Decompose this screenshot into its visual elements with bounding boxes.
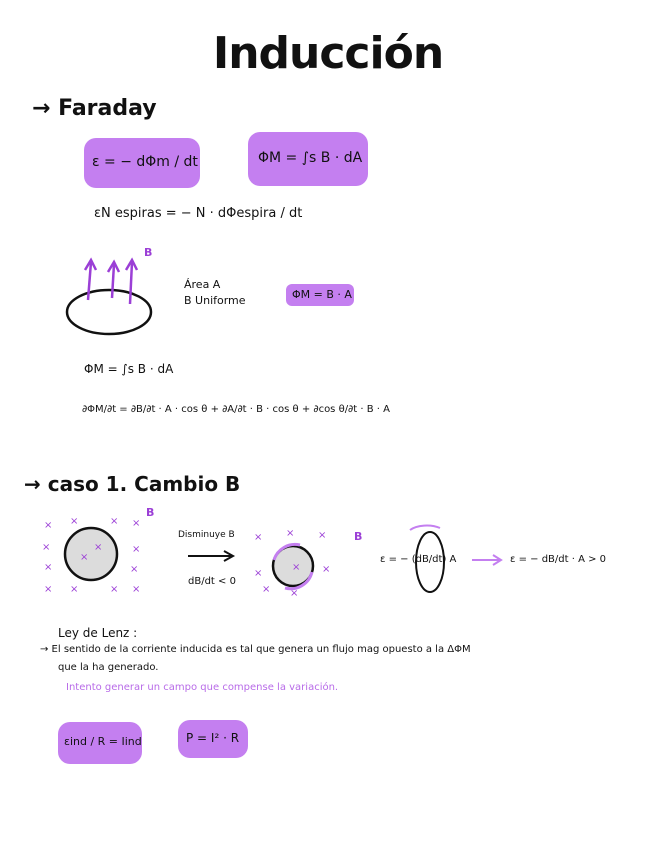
svg-text:×: × (318, 530, 327, 541)
diagram-b-label: B (144, 246, 153, 259)
formula-box-induced-current (58, 722, 142, 764)
emf-expression-1: ε = − (dB/dt) A (380, 554, 457, 565)
svg-text:×: × (132, 518, 141, 529)
region-circle-1 (65, 528, 117, 580)
caso1-b-label-2: B (354, 530, 363, 543)
b-uniform-label: B Uniforme (184, 294, 246, 307)
svg-text:×: × (262, 584, 271, 595)
caso1-b-label: B (146, 506, 155, 519)
page-title: Inducción (212, 28, 444, 79)
svg-text:×: × (44, 584, 53, 595)
svg-text:×: × (286, 528, 295, 539)
formula-flux-simple: ΦM = B · A (292, 288, 352, 301)
svg-text:×: × (130, 564, 139, 575)
faraday-heading: → Faraday (32, 96, 157, 121)
formula-flux: ΦM = ∫s B · dA (258, 150, 363, 166)
svg-text:×: × (110, 584, 119, 595)
arrow-label: Disminuye B (178, 530, 235, 540)
field-arrows (85, 260, 137, 304)
svg-text:×: × (290, 588, 299, 599)
loop-ellipse (67, 290, 151, 334)
emf-curl-arrow (410, 525, 440, 530)
svg-text:×: × (80, 552, 89, 563)
formula-derivative: ∂ΦM/∂t = ∂B/∂t · A · cos θ + ∂A/∂t · B · cos θ + ∂cos θ/∂t · B · A (82, 404, 390, 415)
emf-expression-2: ε = − dB/dt · A > 0 (510, 554, 607, 565)
lenz-text-line2: que la ha generado. (58, 662, 159, 673)
formula-induced-current: εind / R = Iind (64, 735, 142, 748)
area-label: Área A (184, 278, 221, 291)
svg-text:×: × (254, 568, 263, 579)
svg-text:×: × (132, 584, 141, 595)
svg-text:×: × (94, 542, 103, 553)
svg-text:×: × (110, 516, 119, 527)
lenz-heading: Ley de Lenz : (58, 626, 138, 640)
db-dt-label: dB/dt < 0 (188, 576, 236, 587)
svg-text:×: × (254, 532, 263, 543)
formula-power: P = I² · R (186, 731, 240, 745)
svg-text:×: × (44, 520, 53, 531)
formula-n-espiras: εN espiras = − N · dΦespira / dt (94, 206, 303, 221)
svg-text:×: × (42, 542, 51, 553)
caso1-heading: → caso 1. Cambio B (24, 472, 241, 496)
x-marks-2 (254, 528, 330, 599)
formula-box-flux-simple (286, 284, 354, 306)
svg-text:×: × (70, 584, 79, 595)
lenz-text-line1: → El sentido de la corriente inducida es tal que genera un flujo mag opuesto a la ΔΦM (40, 644, 471, 655)
formula-box-power (178, 720, 248, 758)
svg-text:×: × (322, 564, 331, 575)
svg-text:×: × (44, 562, 53, 573)
svg-text:×: × (292, 562, 301, 573)
formula-flux-integral: ΦM = ∫s B · dA (84, 362, 174, 376)
svg-text:×: × (70, 516, 79, 527)
lenz-purple-note: Intento generar un campo que compense la variación. (66, 682, 339, 693)
svg-text:×: × (132, 544, 141, 555)
formula-emf: ε = − dΦm / dt (92, 154, 198, 170)
